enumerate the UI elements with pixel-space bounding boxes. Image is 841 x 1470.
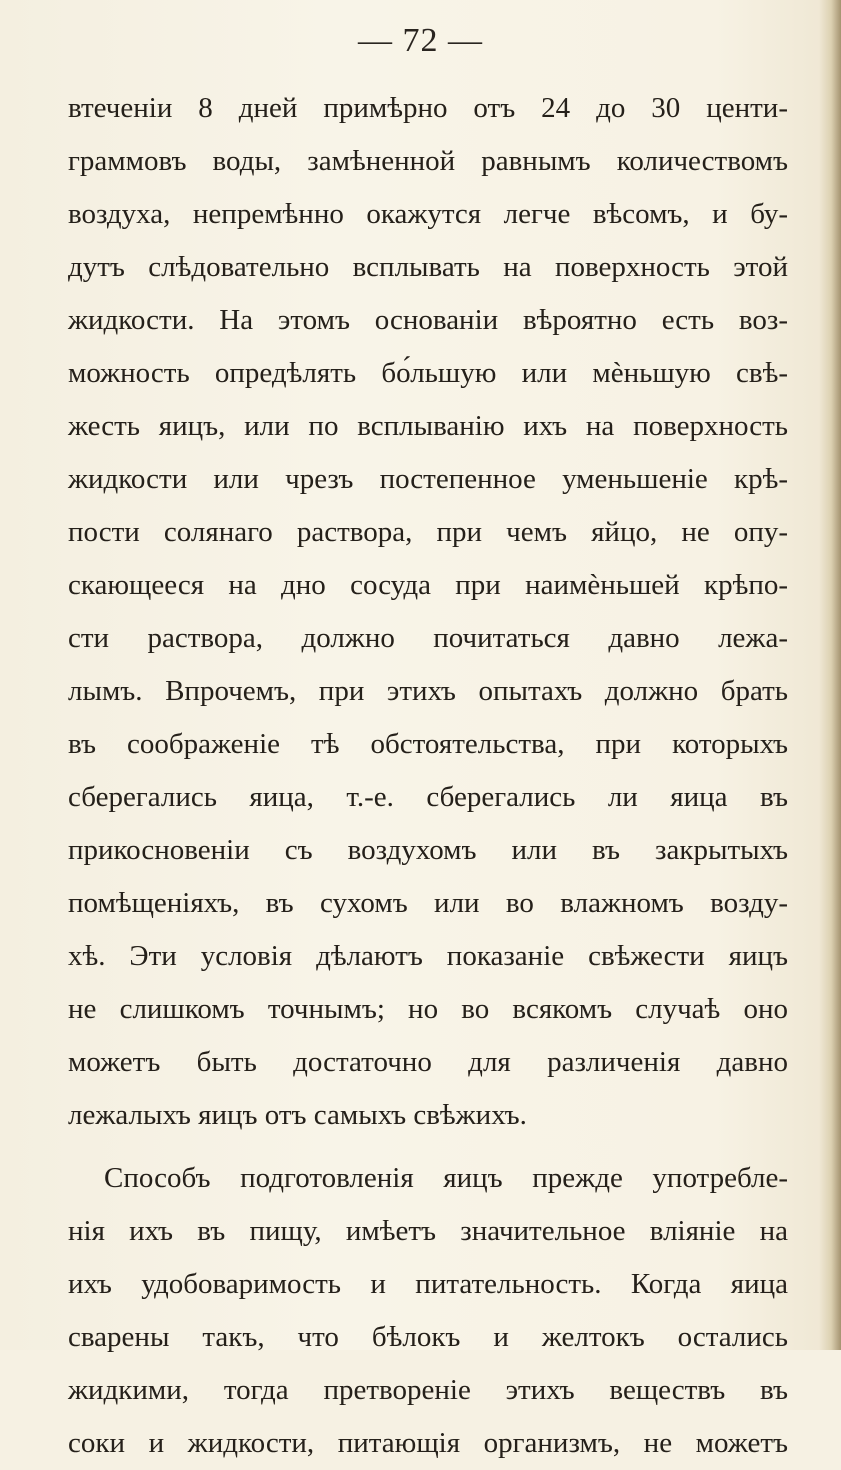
text-line: жидкими, тогда претвореніе этихъ веществъ въ [68, 1374, 788, 1406]
paragraph [68, 82, 788, 1142]
text-line: втеченіи 8 дней примѣрно отъ 24 до 30 центи- [68, 92, 788, 124]
text-line: прикосновеніи съ воздухомъ или въ закрытыхъ [68, 834, 788, 866]
text-line: дутъ слѣдовательно всплывать на поверхность этой [68, 251, 788, 283]
text-line: Способъ подготовленія яицъ прежде употребле- [104, 1162, 788, 1194]
text-line: жесть яицъ, или по всплыванію ихъ на поверхность [68, 410, 788, 442]
text-line: можетъ быть достаточно для различенія давно [68, 1046, 788, 1078]
text-line: скающееся на дно сосуда при наимѐньшей крѣпо- [68, 569, 788, 601]
text-line: можность опредѣлять бо́льшую или мѐньшую свѣ- [68, 357, 788, 389]
text-line: граммовъ воды, замѣненной равнымъ количествомъ [68, 145, 788, 177]
text-line: соки и жидкости, питающія организмъ, не можетъ [68, 1427, 788, 1459]
text-line: нія ихъ въ пищу, имѣетъ значительное вліяніе на [68, 1215, 788, 1247]
text-line: сти раствора, должно почитаться давно лежа- [68, 622, 788, 654]
text-line: сберегались яица, т.-е. сберегались ли яица въ [68, 781, 788, 813]
text-line: въ соображеніе тѣ обстоятельства, при которыхъ [68, 728, 788, 760]
text-line: пости солянаго раствора, при чемъ яйцо, не опу- [68, 516, 788, 548]
paragraph-gap [68, 1142, 788, 1152]
text-line: лымъ. Впрочемъ, при этихъ опытахъ должно брать [68, 675, 788, 707]
text-line: сварены такъ, что бѣлокъ и желтокъ остались [68, 1321, 788, 1353]
text-line: жидкости или чрезъ постепенное уменьшеніе крѣ- [68, 463, 788, 495]
text-line: не слишкомъ точнымъ; но во всякомъ случаѣ оно [68, 993, 788, 1025]
page-edge-shadow [819, 0, 841, 1350]
paragraph [68, 1152, 788, 1470]
text-line: ихъ удобоваримость и питательность. Когда яица [68, 1268, 788, 1300]
text-line: воздуха, непремѣнно окажутся легче вѣсомъ, и бу- [68, 198, 788, 230]
body-text [68, 82, 788, 1470]
text-line: жидкости. На этомъ основаніи вѣроятно есть воз- [68, 304, 788, 336]
page-number: — 72 — [358, 22, 483, 59]
text-line: хѣ. Эти условія дѣлаютъ показаніе свѣжести яицъ [68, 940, 788, 972]
text-line: помѣщеніяхъ, въ сухомъ или во влажномъ возду- [68, 887, 788, 919]
text-line: лежалыхъ яицъ отъ самыхъ свѣжихъ. [68, 1099, 527, 1131]
